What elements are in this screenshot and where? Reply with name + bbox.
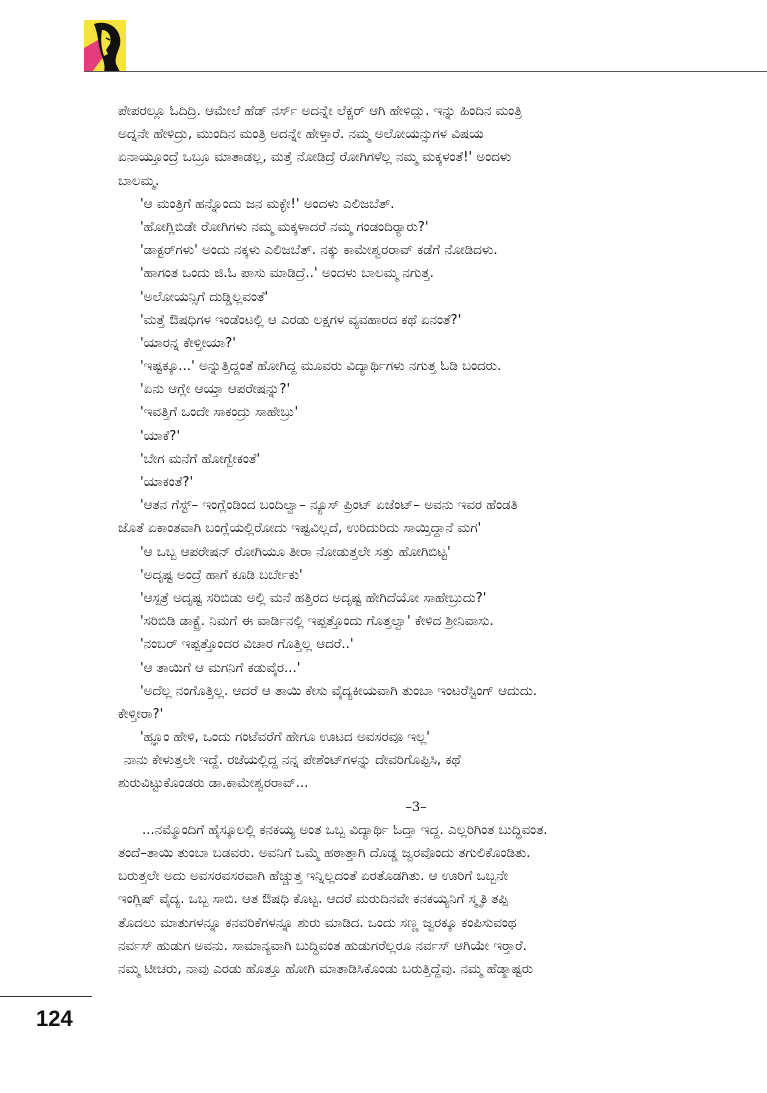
text-line: ನರ್ವಸ್ ಹುಡುಗ ಅವನು. ಸಾಮಾನ್ಯವಾಗಿ ಬುದ್ಧಿವಂತ ಹುಡುಗರೆಲ್ಲರೂ ನರ್ವಸ್ ಆಗಿಯೇ ಇರ್‍ತಾರೆ. (118, 938, 527, 954)
section-number: –3– (405, 799, 427, 815)
text-line: ತಂದೆ–ತಾಯಿ ತುಂಬಾ ಬಡವರು. ಅವನಿಗೆ ಒಮ್ಮೆ ಹಠಾತ್ತಾಗಿ ದೊಡ್ಡ ಜ್ವರವೊಂದು ತಗುಲಿಕೊಂಡಿತು. (118, 846, 531, 861)
header-rule (84, 71, 767, 72)
text-line: 'ಆ ಮಂತ್ರಿಗೆ ಹನ್ನೊಂದು ಜನ ಮಕ್ಳೇ!' ಅಂದಳು ಎಲಿಜಬೆತ್. (140, 196, 395, 212)
page-number: 124 (36, 1006, 73, 1031)
text-line: 'ಮತ್ತೆ ಔಷಧಿಗಳ ಇಂಡೆಂಟಲ್ಲಿ ಆ ಎರಡು ಲಕ್ಷಗಳ ವ್ಯವಹಾರದ ಕಥೆ ಏನಂತೆ?' (140, 312, 462, 328)
text-line: 'ಇಷ್ಟಕ್ಕೂ...' ಅನ್ನುತ್ತಿದ್ದಂತೆ ಹೋಗಿದ್ದ ಮೂವರು ವಿದ್ಯಾರ್ಥಿಗಳು ನಗುತ್ತ ಓಡಿ ಬಂದರು. (140, 359, 502, 375)
text-line: 'ಆಸ್ಪತ್ರೆ ಅದೃಷ್ಟ ಸರಿಬಿಡು ಅಲ್ಲಿ ಮನೆ ಹತ್ತಿರದ ಅದೃಷ್ಟ ಹೇಗಿದೆಯೋ ಸಾಹೇಬ್ರುದು?' (140, 590, 487, 606)
footer-rule (0, 996, 92, 997)
text-line: 'ಯಾರನ್ನ ಕೇಳ್ತೀಯಾ?' (140, 335, 236, 351)
body-text (118, 100, 714, 981)
text-line: 'ಏನು ಆಗ್ಲೇ ಆಯ್ತಾ ಆಪರೇಷನ್ನು?' (140, 382, 291, 398)
text-line: 'ಅದೃಷ್ಟ ಅಂದ್ರೆ ಹಾಗೆ ಕೂಡಿ ಬರ್ಬೇಕು' (140, 567, 303, 583)
text-line: 'ಸರಿಬಿಡಿ ಡಾಕ್ಟ್ರೆ. ನಿಮಗೆ ಈ ವಾರ್ಡಿನಲ್ಲಿ ಇಪ್ಪತ್ತೊಂದು ಗೊತ್ತಲ್ವಾ' ಕೇಳಿದ ಶ್ರೀನಿವಾಸು. (140, 614, 494, 630)
text-line: 'ಹಾಗಂತ ಒಂದು ಜಿ.ಓ ಪಾಸು ಮಾಡಿದ್ರೆ..' ಅಂದಳು ಬಾಲಮ್ಮ ನಗುತ್ತ. (140, 266, 434, 282)
text-line: 'ಹೋಗ್ಲಿಬಿಡೇ ರೋಗಿಗಳು ನಮ್ಮ ಮಕ್ಕಳಾದರೆ ನಮ್ಮ ಗಂಡಂದಿರ್‍ಯಾರು?' (140, 219, 429, 235)
text-line: 'ಯಾಕಂತೆ?' (140, 475, 194, 490)
text-line: 'ಅಲೋಯನ್ಸಿಗೆ ದುಡ್ಡಿಲ್ಲವಂತೆ' (140, 289, 269, 305)
text-line: 'ಡಾಕ್ಟರ್‌ಗಳು' ಅಂದು ನಕ್ಕಳು ಎಲಿಜಬೆತ್. ನಕ್ಕು ಕಾಮೇಶ್ವರರಾವ್ ಕಡೆಗೆ ನೋಡಿದಳು. (140, 243, 498, 259)
text-line: 'ಆ ಒಬ್ಬ ಆಪರೇಷನ್ ರೋಗಿಯೂ ತೀರಾ ನೋಡುತ್ತಲೇ ಸತ್ತು ಹೋಗಿಬಿಟ್ಟ' (140, 544, 451, 560)
text-line: 'ಹ್ಞೂಂ ಹೇಳಿ, ಒಂದು ಗಂಟೆವರೆಗೆ ಹೇಗೂ ಊಟದ ಅವಸರವೂ ಇಲ್ಲ' (140, 730, 430, 746)
text-line: ಬರುತ್ತಲೇ ಅದು ಅವಸರವಸರವಾಗಿ ಹೆಚ್ಚುತ್ತ ಇನ್ನಿಲ್ಲದಂತೆ ಏರತೊಡಗಿತು. ಆ ಊರಿಗೆ ಒಬ್ಬನೇ (118, 869, 508, 885)
text-line: ಬಾಲಮ್ಮ. (118, 173, 160, 189)
text-line: 'ನಂಬರ್ ಇಪ್ಪತ್ತೊಂದರ ವಿಚಾರ ಗೊತ್ತಿಲ್ಲ ಆದರೆ..' (140, 637, 354, 653)
text-line: ಕೇಳ್ತೀರಾ?' (118, 706, 164, 722)
text-line: ಪೇಪರಲ್ಲೂ ಓದಿದ್ರಿ. ಆಮೇಲೆ ಹೆಡ್ ನರ್ಸ್ ಅದನ್ನೇ ಲೆಕ್ಚರ್ ಆಗಿ ಹೇಳಿದ್ಲು. ಇನ್ನು ಹಿಂದಿನ ಮಂತ್ರಿ (118, 104, 522, 119)
text-line: ಇಂಗ್ಲಿಷ್ ವೈದ್ಯ. ಒಬ್ಬ ಸಾಬಿ. ಆತ ಔಷಧಿ ಕೊಟ್ಟ. ಆದರೆ ಮರುದಿನವೇ ಕನಕಯ್ಯನಿಗೆ ಸ್ಮೃತಿ ತಪ್ಪಿ (118, 892, 509, 908)
text-line: ...ನಮ್ಮೊಂದಿಗೆ ಹೈಸ್ಕೂಲಲ್ಲಿ ಕನಕಯ್ಯ ಅಂತ ಒಬ್ಬ ವಿದ್ಯಾರ್ಥಿ ಓದ್ತಾ ಇದ್ದ. ಎಲ್ಲರಿಗಿಂತ ಬುದ್ಧಿವಂತ. (142, 822, 548, 838)
text-line: 'ಯಾಕೆ?' (140, 428, 181, 444)
text-line: ತೊದಲು ಮಾತುಗಳನ್ನೂ ಕನವರಿಕೆಗಳನ್ನೂ ಶುರು ಮಾಡಿದ. ಒಂದು ಸಣ್ಣ ಜ್ವರಕ್ಕೂ ಕಂಪಿಸುವಂಥ (118, 915, 517, 931)
text-line: ಏನಾಯ್ತೂಂದ್ರೆ ಒಬ್ರೂ ಮಾತಾಡಲ್ಲ, ಮತ್ತೆ ನೋಡಿದ್ರೆ ರೋಗಿಗಳೆಲ್ಲ ನಮ್ಮ ಮಕ್ಕಳಂತೆ!' ಅಂದಳು (118, 150, 512, 166)
text-line: ನಮ್ಮ ಟೀಚರು, ನಾವು ಎರಡು ಹೊತ್ತೂ ಹೋಗಿ ಮಾತಾಡಿಸಿಕೊಂಡು ಬರುತ್ತಿದ್ದೆವು. ನಮ್ಮ ಹೆಡ್ಮಾಷ್ಟರು (118, 961, 534, 977)
text-line: 'ಅದೆಲ್ಲ ನಂಗೊತ್ತಿಲ್ಲ. ಆದರೆ ಆ ತಾಯಿ ಕೇಸು ವೈದ್ಯಕೀಯವಾಗಿ ತುಂಬಾ ಇಂಟರೆಸ್ಟಿಂಗ್ ಆದುದು. (140, 683, 538, 699)
text-line: ನಾನು ಕೇಳುತ್ತಲೇ ಇದ್ದೆ. ರಜೆಯಲ್ಲಿದ್ದ ನನ್ನ ಪೇಶೆಂಟ್‌ಗಳನ್ನು ದೇವರಿಗೊಪ್ಪಿಸಿ, ಕಥೆ (124, 753, 461, 769)
text-line: ಜೊತೆ ಏಕಾಂತವಾಗಿ ಬಂಗ್ಲೆಯಲ್ಲಿರೋದು ಇಷ್ಟವಿಲ್ಲದೆ, ಉರಿದುರಿದು ಸಾಯ್ತಿದ್ದಾನೆ ಮಗ' (118, 521, 482, 537)
text-line: 'ಇವತ್ತಿಗೆ ಒಂದೇ ಸಾಕಂದ್ರು ಸಾಹೇಬ್ರು' (140, 405, 299, 421)
text-line: ಅದ್ನನೇ ಹೇಳಿದ್ರು, ಮುಂದಿನ ಮಂತ್ರಿ ಅದನ್ನೇ ಹೇಳ್ತಾರೆ. ನಮ್ಮ ಅಲೋಯನ್ಸುಗಳ ವಿಷಯ (118, 127, 484, 143)
woman-profile-logo-icon (84, 20, 126, 72)
text-line: ಶುರುವಿಟ್ಟುಕೊಂಡರು ಡಾ.ಕಾಮೇಶ್ವರರಾವ್... (118, 776, 309, 792)
text-line: 'ಬೇಗ ಮನೆಗೆ ಹೋಗ್ಬೇಕಂತೆ' (140, 451, 261, 467)
text-line: 'ಆ ತಾಯಿಗೆ ಆ ಮಗನಿಗೆ ಕಡುವೈರ...' (140, 660, 301, 676)
text-line: 'ಆತನ ಗೆಸ್ಟ್– ಇಂಗ್ಲೆಂಡಿಂದ ಬಂದಿಲ್ವಾ– ನ್ಯೂಸ್ ಪ್ರಿಂಟ್ ಏಜೆಂಟ್– ಅವನು ಇವರ ಹೆಂಡತಿ (140, 498, 518, 514)
